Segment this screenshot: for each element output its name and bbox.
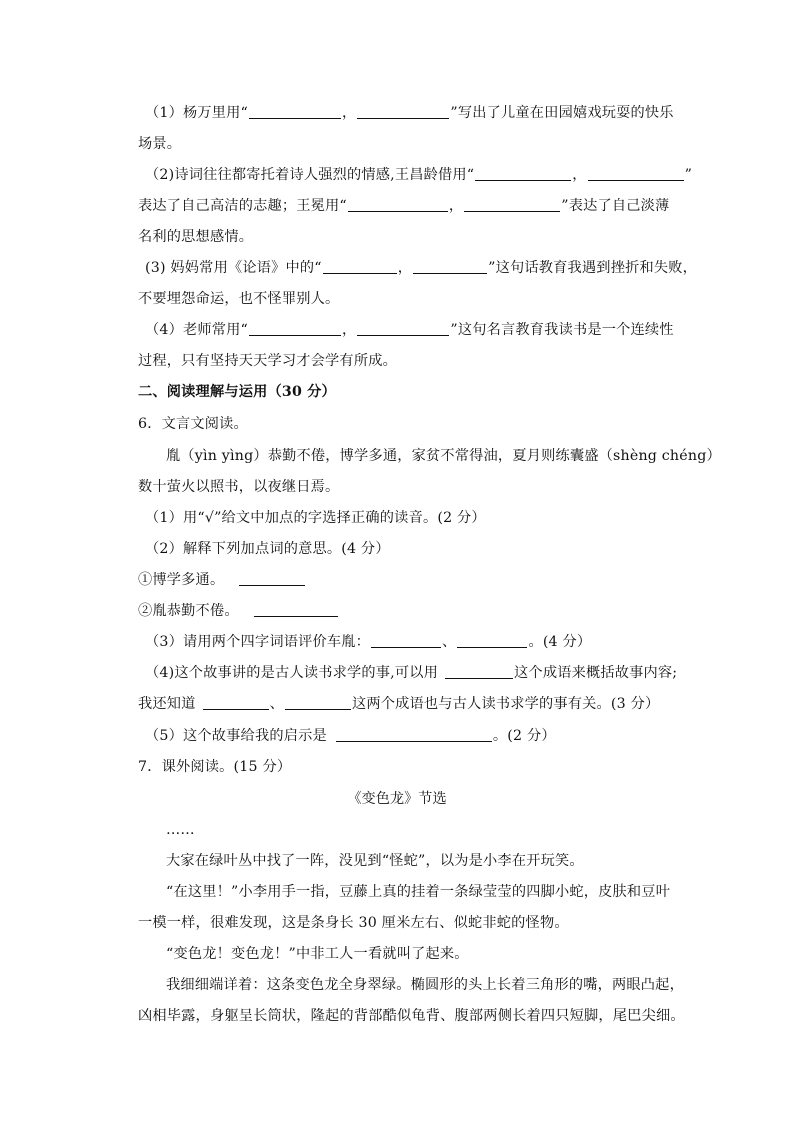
q7-paragraph-4-line1: 我细细端详着：这条变色龙全身翠绿。椭圆形的头上长着三角形的嘴，两眼凸起，: [166, 977, 684, 993]
poem-q2-line1: （2)诗词往往都寄托着诗人强烈的情感,王昌龄借用“ ， ”: [145, 167, 693, 183]
poem-q2-line3: 名利的思想感情。: [138, 229, 254, 245]
poem-q1-line2: 场景。: [138, 136, 182, 152]
answer-blank[interactable]: [357, 104, 449, 119]
answer-blank[interactable]: [254, 602, 338, 617]
poem-q4-line2: 过程，只有坚持天天学习才会学有所成。: [138, 353, 397, 369]
answer-blank[interactable]: [348, 197, 448, 212]
q6-item2: ②胤恭勤不倦。: [138, 601, 678, 621]
q6-sub4-line2: 我还知道 、 这两个成语也与古人读书求学的事有关。(3 分）: [138, 696, 660, 712]
section-heading: 二、阅读理解与运用（30 分）: [138, 384, 336, 400]
answer-blank[interactable]: [323, 259, 397, 274]
answer-blank[interactable]: [336, 727, 492, 742]
answer-blank[interactable]: [464, 197, 560, 212]
poem-q4-line1: （4）老师常用“ ， ”这句名言教育我读书是一个连续性: [145, 322, 674, 338]
q6-sub1: （1）用“√”给文中加点的字选择正确的读音。(2 分）: [145, 510, 486, 526]
q7-paragraph-1: 大家在绿叶丛中找了一阵，没见到“怪蛇”，以为是小李在开玩笑。: [166, 853, 584, 869]
poem-q3-line1: (3) 妈妈常用《论语》中的“ ， ”这句话教育我遇到挫折和失败，: [145, 260, 698, 276]
answer-blank[interactable]: [203, 695, 269, 710]
answer-blank[interactable]: [475, 166, 571, 181]
q6-sub4-line1: （4)这个故事讲的是古人读书求学的事,可以用 这个成语来概括故事内容;: [145, 665, 678, 681]
q6-label: 6．文言文阅读。: [138, 416, 248, 432]
q7-paragraph-2-line1: “在这里！”小李用手一指，豆藤上真的挂着一条绿莹莹的四脚小蛇，皮肤和豆叶: [166, 884, 671, 900]
q6-passage-line2: 数十萤火以照书，以夜继日焉。: [138, 479, 340, 495]
answer-blank[interactable]: [588, 166, 684, 181]
q7-paragraph-2-line2: 一模一样，很难发现，这是条身长 30 厘米左右、似蛇非蛇的怪物。: [138, 915, 569, 931]
q7-ellipsis: ……: [166, 822, 195, 838]
answer-blank[interactable]: [457, 633, 527, 648]
poem-q1-line1: （1）杨万里用“ ， ”写出了儿童在田园嬉戏玩耍的快乐: [145, 105, 674, 121]
q6-passage-line1: 胤（yìn yìng）恭勤不倦，博学多通，家贫不常得油，夏月则练囊盛（shèng chéng）: [166, 448, 721, 464]
poem-q2-line2: 表达了自己高洁的志趣；王冕用“ ， ”表达了自己淡薄: [138, 198, 670, 214]
poem-q3-line2: 不要埋怨命运，也不怪罪别人。: [138, 291, 340, 307]
q6-sub2: （2）解释下列加点词的意思。(4 分）: [145, 541, 390, 557]
answer-blank[interactable]: [249, 321, 341, 336]
answer-blank[interactable]: [371, 633, 441, 648]
answer-blank[interactable]: [285, 695, 351, 710]
answer-blank[interactable]: [249, 104, 341, 119]
answer-blank[interactable]: [239, 571, 305, 586]
q6-sub5: （5）这个故事给我的启示是 。(2 分）: [145, 728, 556, 744]
q7-passage-title: 《变色龙》节选: [347, 791, 447, 807]
q7-label: 7．课外阅读。(15 分）: [138, 759, 292, 775]
q7-paragraph-4-line2: 凶相毕露，身躯呈长筒状，隆起的背部酷似龟背、腹部两侧长着四只短脚，尾巴尖细。: [138, 1008, 685, 1024]
q6-item1: ①博学多通。: [138, 570, 678, 590]
q7-paragraph-3: “变色龙！变色龙！”中非工人一看就叫了起来。: [166, 946, 469, 962]
answer-blank[interactable]: [357, 321, 449, 336]
answer-blank[interactable]: [445, 664, 513, 679]
answer-blank[interactable]: [413, 259, 487, 274]
q6-sub3: （3）请用两个四字词语评价车胤： 、 。(4 分）: [145, 634, 592, 650]
